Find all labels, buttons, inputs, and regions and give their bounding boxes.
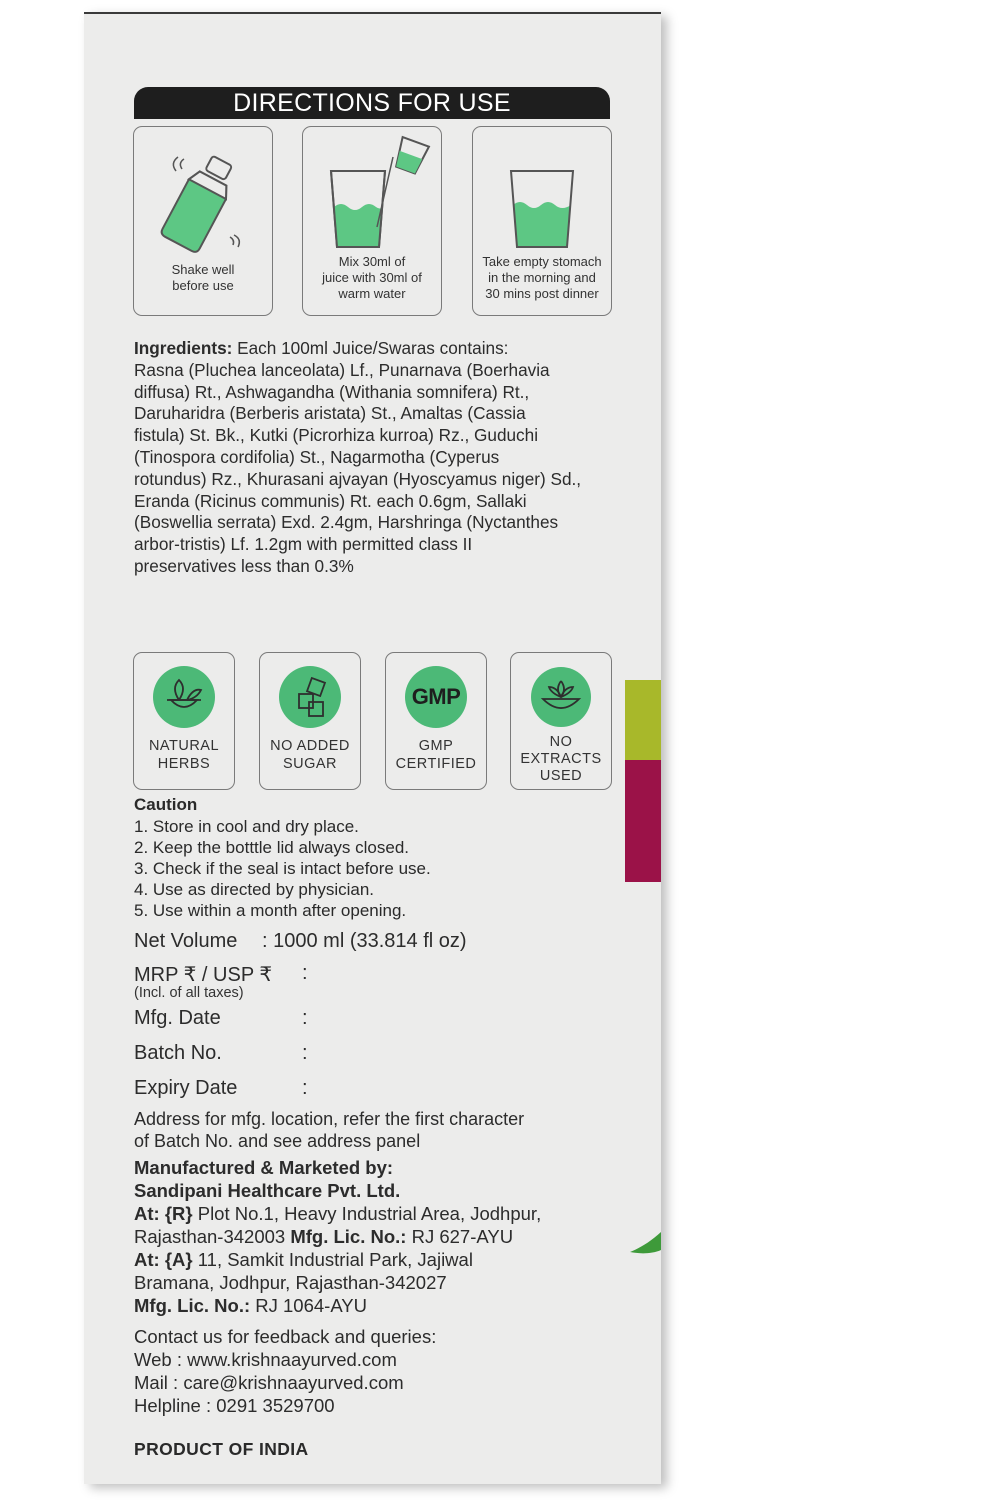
maroon-stripe (625, 760, 661, 882)
herb-bowl-icon (153, 666, 215, 728)
badge-3-line2: CERTIFIED (395, 756, 477, 772)
contact-mail: Mail : care@krishnaayurved.com (134, 1372, 404, 1393)
address-r-label: At: {R} (134, 1203, 193, 1224)
leaf-bowl-icon (531, 667, 591, 727)
lime-stripe (625, 680, 661, 760)
address-a-lic: RJ 1064-AYU (250, 1295, 367, 1316)
mfg-date-label: Mfg. Date (134, 1007, 221, 1029)
caution-item: 5. Use within a month after opening. (134, 901, 407, 920)
glass-icon (473, 127, 611, 257)
net-volume-value: : 1000 ml (33.814 fl oz) (262, 930, 467, 952)
badge-4-line3: USED (539, 768, 583, 784)
ingredients-label: Ingredients: (134, 338, 233, 358)
ingredients-line-6: rotundus) Rz., Khurasani ajvayan (Hyoscyamus niger) Sd., (134, 468, 582, 489)
ingredients-block (134, 338, 624, 578)
direction-text-3a: Take empty stomach (482, 254, 602, 269)
ingredients-line-8: (Boswellia serrata) Exd. 2.4gm, Harshringa (Nyctanthes (134, 512, 559, 533)
caution-title: Caution (134, 795, 198, 814)
directions-header: DIRECTIONS FOR USE (134, 87, 610, 119)
mfg-date-colon: : (302, 1007, 308, 1029)
address-a-text2: Bramana, Jodhpur, Rajasthan-342027 (134, 1272, 447, 1293)
caution-item: 2. Keep the botttle lid always closed. (134, 838, 409, 857)
badge-1-line2: HERBS (157, 756, 211, 772)
badge-natural-herbs (133, 652, 235, 790)
net-volume-label: Net Volume (134, 930, 238, 952)
address-note-line-2: of Batch No. and see address panel (134, 1131, 421, 1151)
address-note-line-1: Address for mfg. location, refer the first character (134, 1109, 525, 1129)
address-r-lic-label: Mfg. Lic. No.: (290, 1226, 407, 1247)
direction-text-1b: before use (172, 278, 234, 293)
mrp-label: MRP ₹ / USP ₹ (134, 964, 273, 986)
ingredients-line-2: diffusa) Rt., Ashwagandha (Withania somnifera) Rt., (134, 381, 530, 402)
direction-card-mix (302, 126, 442, 316)
address-a-label: At: {A} (134, 1249, 193, 1270)
address-a-text: 11, Samkit Industrial Park, Jajiwal (192, 1249, 473, 1270)
manufacturer-heading: Manufactured & Marketed by: (134, 1157, 394, 1178)
badge-2-line2: SUGAR (282, 756, 338, 772)
ingredients-line-4: fistula) St. Bk., Kutki (Picrorhiza kurroa) Rz., Guduchi (134, 425, 539, 446)
caution-item: 4. Use as directed by physician. (134, 880, 375, 899)
manufacturer-company: Sandipani Healthcare Pvt. Ltd. (134, 1180, 401, 1201)
manufacturer-block (134, 1156, 541, 1317)
badge-3-line1: GMP (418, 738, 454, 754)
ingredients-line-0: Each 100ml Juice/Swaras contains: (232, 338, 509, 358)
caution-item: 1. Store in cool and dry place. (134, 817, 359, 836)
address-r-lic: RJ 627-AYU (406, 1226, 514, 1247)
direction-text-1a: Shake well (171, 262, 235, 277)
address-r-text: Plot No.1, Heavy Industrial Area, Jodhpur, (192, 1203, 542, 1224)
direction-card-shake (133, 126, 273, 316)
direction-text-3b: in the morning and (488, 270, 596, 285)
badge-2-line1: NO ADDED (270, 738, 350, 754)
expiry-colon: : (302, 1077, 308, 1099)
direction-text-3c: 30 mins post dinner (485, 286, 599, 301)
mrp-note: (Incl. of all taxes) (134, 985, 244, 1001)
contact-heading: Contact us for feedback and queries: (134, 1326, 437, 1347)
badge-gmp-certified (385, 652, 487, 790)
sugar-cubes-icon (279, 666, 341, 728)
badge-no-added-sugar (259, 652, 361, 790)
direction-text-2c: warm water (338, 286, 406, 301)
contact-helpline: Helpline : 0291 3529700 (134, 1395, 335, 1416)
caution-list (134, 816, 431, 921)
leaf-edge-icon (630, 1232, 661, 1256)
direction-card-timing (472, 126, 612, 316)
ingredients-line-1: Rasna (Pluchea lanceolata) Lf., Punarnava (Boerhavia (134, 359, 550, 380)
contact-web: Web : www.krishnaayurved.com (134, 1349, 397, 1370)
address-r-text2: Rajasthan-342003 (134, 1226, 291, 1247)
badge-1-line1: NATURAL (148, 738, 220, 754)
gmp-icon-text: GMP (411, 684, 461, 709)
badge-4-line2: EXTRACTS (520, 751, 602, 767)
ingredients-line-7: Eranda (Ricinus communis) Rt. each 0.6gm, Sallaki (134, 490, 527, 511)
batch-colon: : (302, 1042, 308, 1064)
caution-item: 3. Check if the seal is intact before use. (134, 859, 431, 878)
badge-no-extracts (510, 652, 612, 790)
address-note (134, 1108, 524, 1152)
direction-text-2b: juice with 30ml of (322, 270, 422, 285)
ingredients-line-9: arbor-tristis) Lf. 1.2gm with permitted class II (134, 534, 473, 555)
ingredients-line-5: (Tinospora cordifolia) St., Nagarmotha (Cyperus (134, 446, 500, 467)
glass-pour-icon (303, 127, 441, 257)
expiry-label: Expiry Date (134, 1077, 238, 1099)
address-a-lic-label: Mfg. Lic. No.: (134, 1295, 251, 1316)
batch-label: Batch No. (134, 1042, 222, 1064)
ingredients-line-3: Daruharidra (Berberis aristata) St., Amaltas (Cassia (134, 403, 526, 424)
product-of-india: PRODUCT OF INDIA (134, 1439, 309, 1459)
mrp-colon: : (302, 962, 308, 984)
badge-4-line1: NO (549, 734, 573, 750)
contact-block (134, 1325, 436, 1417)
ingredients-line-10: preservatives less than 0.3% (134, 555, 354, 576)
shake-bottle-icon (134, 127, 272, 257)
direction-text-2a: Mix 30ml of (338, 254, 406, 269)
